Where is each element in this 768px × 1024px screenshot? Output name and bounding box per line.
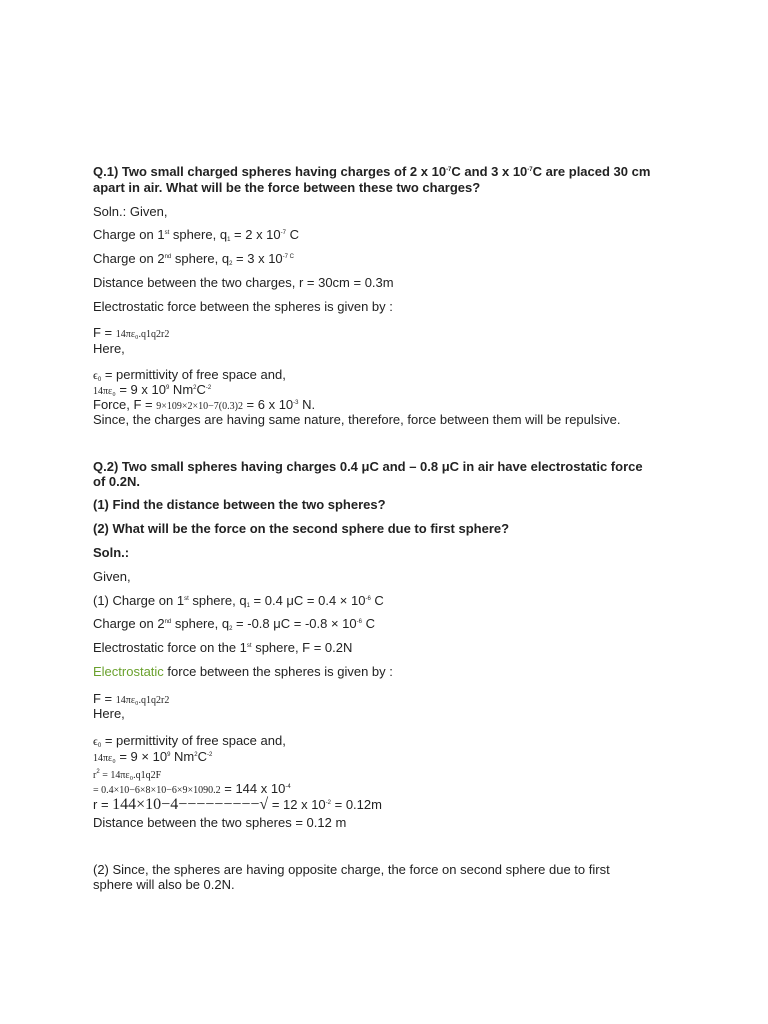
- q1-title-line2: apart in air. What will be the force between these two charges?: [93, 180, 481, 195]
- q1-charge1: Charge on 1st sphere, q1 = 2 x $10^{-7}$ C: [93, 227, 299, 243]
- q1-epsilon-def: ϵ0 = permittivity of free space and,: [93, 367, 286, 383]
- q2-title-line2: of 0.2N.: [93, 474, 140, 489]
- q2-title-line1: Q.2) Two small spheres having charges 0.4 μC and – 0.8 μC in air have electrostatic force: [93, 459, 643, 474]
- q2-force1: Electrostatic force on the 1st sphere, F = 0.2N: [93, 640, 353, 655]
- q2-formula: F = 14πε₀.q1q2r2: [93, 691, 170, 706]
- q2-epsilon-def: ϵ0 = permittivity of free space and,: [93, 733, 286, 749]
- q2-r-squared: $r^2 = 14\pi\varepsilon_0.q1q2F$: [93, 769, 162, 781]
- electrostatic-link[interactable]: Electrostatic: [93, 664, 164, 679]
- q1-charge2: Charge on 2nd sphere, q2 = 3 x $10^{-7 C}$: [93, 251, 294, 267]
- q2-charge1: (1) Charge on 1st sphere, q1 = 0.4 $\mu C = 0.4 \times 10^{-6}$ C: [93, 593, 384, 609]
- q2-part1: (1) Find the distance between the two spheres?: [93, 497, 386, 512]
- q2-part2-answer-line2: sphere will also be 0.2N.: [93, 877, 235, 892]
- q1-distance: Distance between the two charges, r = 30cm = 0.3m: [93, 275, 394, 290]
- q2-given: Given,: [93, 569, 131, 584]
- q2-r-squared-calc: = 0.4×10−6×8×10−6×9×1090.2 = 144 x $10^{-4}$: [93, 781, 291, 796]
- q1-conclusion: Since, the charges are having same nature, therefore, force between them will be repulsive.: [93, 412, 621, 427]
- q2-force-given: Electrostatic force between the spheres is given by :: [93, 664, 393, 679]
- q1-formula: F = 14πε₀.q1q2r2: [93, 325, 170, 340]
- q1-force-given: Electrostatic force between the spheres is given by :: [93, 299, 393, 314]
- q2-distance: Distance between the two spheres = 0.12 m: [93, 815, 347, 830]
- q2-k-constant: $14\pi\varepsilon_0 = 9 \times 10^9$ $Nm^2C^{-2}$: [93, 749, 213, 764]
- q1-here: Here,: [93, 341, 125, 356]
- q2-part2-answer-line1: (2) Since, the spheres are having opposite charge, the force on second sphere due to first: [93, 862, 610, 877]
- q1-k-constant: 14πε₀ = 9 x $10^9$ $Nm^2C^{-2}$: [93, 382, 212, 397]
- q1-title-line1: Q.1) Two small charged spheres having charges of 2 x $10^{-7}C$ and 3 x $10^{-7}C$ are placed 30 cm: [93, 164, 651, 179]
- q2-part2: (2) What will be the force on the second sphere due to first sphere?: [93, 521, 510, 536]
- q2-here: Here,: [93, 706, 125, 721]
- q2-r-calc: r = 144×10−4−−−−−−−−−√ = 12 x $10^{-2} = 0.12m$: [93, 796, 382, 813]
- q1-force-calc: Force, F = 9×109×2×10−7(0.3)2 = 6 x $10^{-3}$ N.: [93, 397, 316, 412]
- q2-charge2: Charge on 2nd sphere, q2 = -0.8 $\mu C = -0.8 \times 10^{-6}$ C: [93, 616, 375, 632]
- q1-soln-label: Soln.: Given,: [93, 204, 168, 219]
- q2-soln-label: Soln.:: [93, 545, 130, 560]
